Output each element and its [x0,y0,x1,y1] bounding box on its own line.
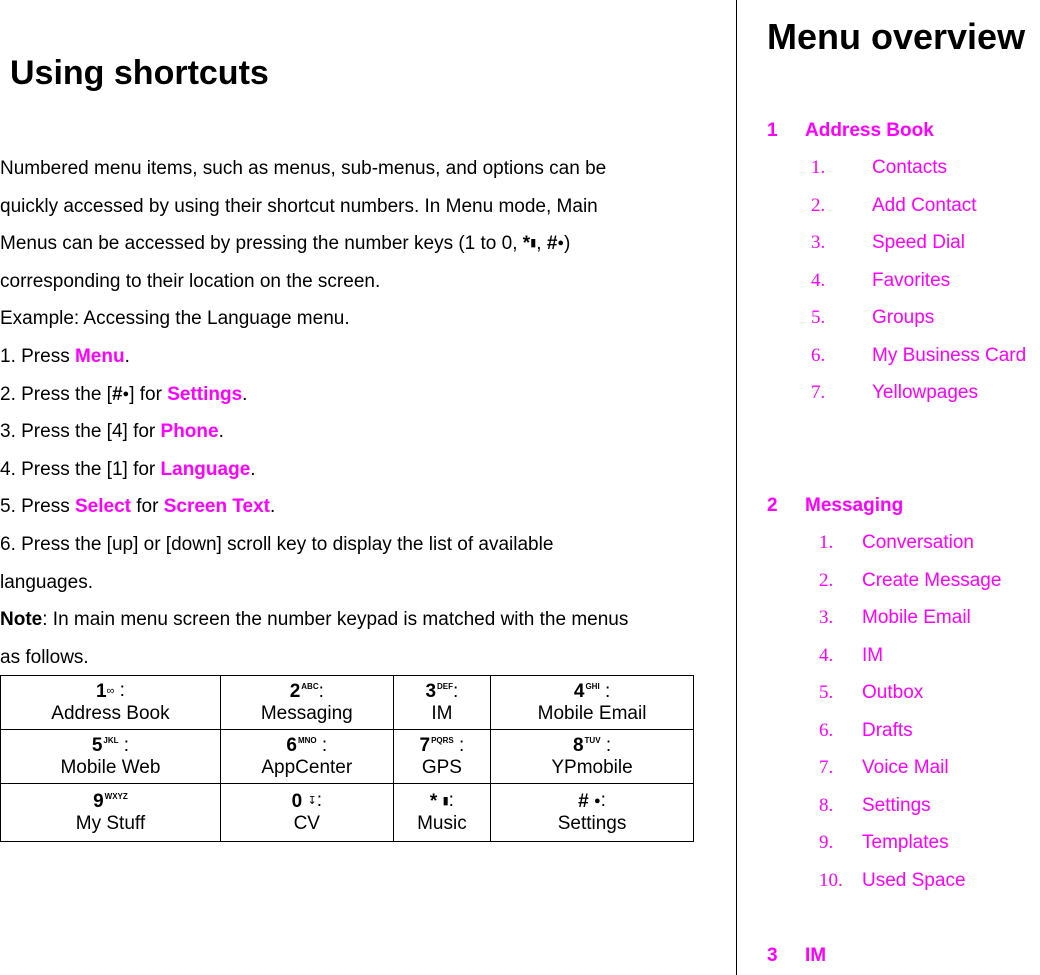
cell-label: IM [431,702,453,724]
menu-keyword: Menu [74,345,125,367]
settings-keyword: Settings [167,383,243,405]
table-cell: 7PQRS : GPS [393,730,490,784]
cell-label: Mobile Email [537,702,647,724]
hash-key-icon: # [111,383,123,405]
key-5-icon: 5 [91,734,103,756]
step-6-line-2: languages. [0,571,93,593]
item-number: 6. [811,345,826,366]
voicemail-icon: ∞ [106,685,115,698]
table-cell: # ●: Settings [491,784,694,842]
instructions [0,150,700,676]
item-label: Mobile Email [862,607,971,628]
step-2-prefix: 2. Press the [ [0,383,112,405]
step-6-line-1: 6. Press the [up] or [down] scroll key to display the list of available [0,533,554,555]
key-letters: TUV [584,736,601,746]
key-letters: DEF [437,682,454,692]
step-4-prefix: 4. Press the [1] for [0,458,161,480]
download-icon: ↧ [307,795,317,808]
example-line: Example: Accessing the Language menu. [0,308,350,330]
item-label: Add Contact [872,195,977,216]
step-1 [0,338,700,376]
item-label: Create Message [862,570,1002,591]
star-key-icon: * [522,233,531,255]
item-label: Groups [872,307,935,328]
vibrate-icon: ▮ [530,237,537,250]
screen-text-keyword: Screen Text [163,496,271,518]
intro-line-3-text: Menus can be accessed by pressing the number keys (1 to 0, [0,233,518,255]
table-cell: 0 ↧: CV [220,784,393,842]
item-number: 3. [819,607,834,628]
section-number: 2 [767,495,778,516]
step-2 [0,376,700,414]
section-number: 3 [767,945,778,966]
list-item [819,795,931,817]
intro-line-1: Numbered menu items, such as menus, sub-menus, and options can be [0,158,607,179]
key-7-icon: 7 [419,734,431,756]
table-cell: 8TUV : YPmobile [491,730,694,784]
cell-label: YPmobile [551,756,633,778]
list-item [811,345,1026,367]
cell-label: Music [417,812,467,834]
step-1-prefix: 1. Press [0,345,75,367]
table-cell: 6MNO : AppCenter [220,730,393,784]
list-item [811,270,950,292]
item-number: 4. [819,645,834,666]
step-5 [0,488,700,526]
menu-overview-section [737,0,1040,975]
select-keyword: Select [74,496,131,518]
table-cell: 3DEF: IM [393,676,490,730]
step-3-suffix: . [218,421,224,443]
keypad-menu-table [0,675,694,842]
star-key-icon: * [429,790,438,812]
item-label: Outbox [862,682,924,703]
section-title: Address Book [805,120,934,141]
section-heading-address-book [767,120,934,142]
item-label: Yellowpages [872,382,978,403]
list-item [819,870,966,892]
list-item [819,532,974,554]
list-item [811,382,978,404]
item-label: Speed Dial [872,232,965,253]
list-item [819,607,971,629]
item-label: Favorites [872,270,951,291]
table-row [1,730,694,784]
lock-icon: ● [594,795,601,808]
item-label: Voice Mail [862,757,949,778]
cell-label: AppCenter [261,756,353,778]
list-item [819,570,1001,592]
list-item [819,720,913,742]
item-number: 7. [811,382,826,403]
list-item [819,757,949,779]
cell-label: Mobile Web [60,756,161,778]
hash-key-icon: # [546,233,558,255]
step-4-suffix: . [250,458,256,480]
step-5-mid: for [130,496,164,518]
note-line-2: as follows. [0,646,89,668]
note-label: Note [0,609,43,631]
table-cell [1,784,221,842]
key-2-icon: 2 [289,680,301,702]
step-3-prefix: 3. Press the [4] for [0,421,161,443]
page-title: Using shortcuts [10,54,269,92]
section-number: 1 [767,120,778,141]
item-number: 2. [819,570,834,591]
step-5-prefix: 5. Press [0,496,75,518]
step-1-suffix: . [124,345,130,367]
hash-key-icon: # [578,790,589,812]
step-5-suffix: . [270,496,276,518]
list-item [811,232,965,254]
item-number: 3. [811,232,826,253]
step-4 [0,451,700,489]
lock-icon: ● [557,237,565,250]
table-cell: 1∞ : Address Book [1,676,221,730]
item-number: 8. [819,795,834,816]
item-number: 1. [811,157,826,178]
overview-title: Menu overview [767,16,1026,57]
item-label: IM [862,645,884,666]
item-number: 2. [811,195,826,216]
cell-label: CV [293,812,320,834]
key-letters: PQRS [431,736,454,746]
cell-label: Settings [557,812,627,834]
list-item [811,307,934,329]
cell-label: My Stuff [75,812,146,834]
table-cell: 4GHI : Mobile Email [491,676,694,730]
key-1-icon: 1 [95,680,107,702]
item-label: My Business Card [872,345,1027,366]
section-heading-messaging [767,495,903,517]
phone-keyword: Phone [160,421,219,443]
item-label: Drafts [862,720,913,741]
item-number: 7. [819,757,834,778]
cell-label: Address Book [51,702,170,724]
item-number: 5. [811,307,826,328]
intro-line-2: quickly accessed by using their shortcut numbers. In Menu mode, Main [0,195,598,217]
key-letters: GHI [585,682,600,692]
key-6-icon: 6 [286,734,297,756]
note-line-1 [0,601,700,639]
item-number: 10. [819,870,843,891]
item-label: Settings [862,795,931,816]
list-item [819,682,923,704]
item-number: 5. [819,682,834,703]
step-2-suffix: . [242,383,248,405]
table-cell: 5JKL : Mobile Web [1,730,221,784]
item-label: Contacts [872,157,947,178]
table-row [1,784,694,842]
key-letters: JKL [103,736,119,746]
step-2-mid: ] for [129,383,168,405]
table-row [1,676,694,730]
intro-line-3-end: ) [564,233,571,255]
key-letters: MNO [297,736,317,746]
key-letters: ABC [301,682,319,692]
item-number: 6. [819,720,834,741]
key-8-icon: 8 [572,734,584,756]
intro-line-3: Menus can be accessed by pressing the number keys (1 to 0, *▮, #●) [0,225,700,263]
intro-line-4: corresponding to their location on the screen. [0,270,381,292]
key-letters: WXYZ [104,792,128,802]
key-3-icon: 3 [425,680,437,702]
step-3 [0,413,700,451]
item-number: 4. [811,270,826,291]
vibrate-icon: ▮ [442,795,449,808]
item-label: Templates [862,832,949,853]
note-text: : In main menu screen the number keypad is matched with the menus [42,609,629,631]
item-number: 1. [819,532,834,553]
list-item [819,645,883,667]
key-4-icon: 4 [573,680,585,702]
language-keyword: Language [160,458,251,480]
section-title: Messaging [805,495,904,516]
key-0-icon: 0 [291,790,303,812]
list-item [811,157,947,179]
table-cell: 2ABC: Messaging [220,676,393,730]
item-label: Conversation [862,532,974,553]
item-label: Used Space [862,870,966,891]
key-9-icon: 9 [93,790,104,812]
lock-icon: ● [122,387,130,400]
cell-label: Messaging [260,702,353,724]
list-item [819,832,949,854]
table-cell: * ▮: Music [393,784,490,842]
cell-label: GPS [421,756,462,778]
list-item [811,195,977,217]
item-number: 9. [819,832,834,853]
section-title: IM [805,945,827,966]
section-heading-im [767,945,826,967]
